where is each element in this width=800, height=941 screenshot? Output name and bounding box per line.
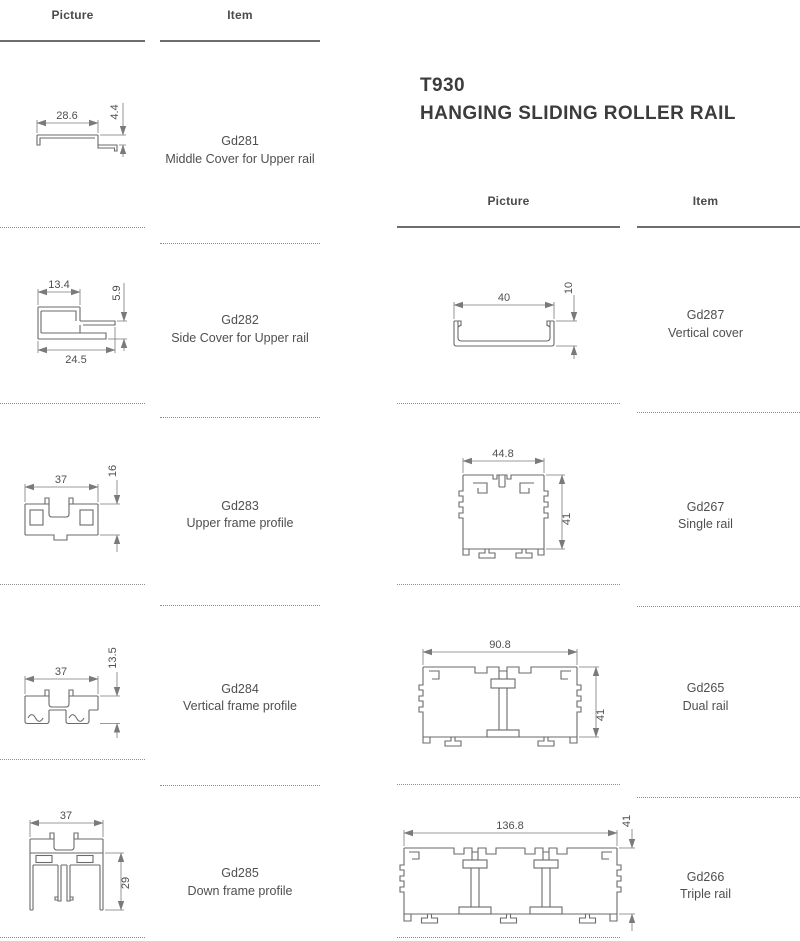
dim-width-label: 37 — [54, 666, 67, 678]
item-code: Gd282 — [221, 313, 259, 328]
dim-width-label: 90.8 — [489, 639, 511, 651]
item-code: Gd265 — [686, 681, 725, 696]
dim-width-label: 37 — [59, 809, 72, 822]
item-cell — [637, 598, 800, 798]
picture-cell — [0, 585, 145, 760]
dim-height-label: 10 — [562, 281, 575, 295]
profile-drawing-gd283 — [9, 452, 129, 552]
picture-cell — [0, 760, 145, 938]
dim-width-label: 44.8 — [492, 448, 514, 460]
dim-width-label: 40 — [497, 292, 510, 304]
right-table-header — [397, 186, 800, 228]
table-row — [0, 42, 320, 228]
profile-drawing-gd281 — [23, 95, 138, 175]
item-cell — [160, 58, 320, 244]
left-header-picture: Picture — [0, 0, 145, 42]
right-table-rows — [397, 228, 800, 938]
left-table — [0, 0, 320, 938]
picture-cell — [0, 404, 145, 585]
picture-cell — [397, 404, 620, 585]
item-cell — [637, 810, 800, 941]
dim-height-label: 41 — [561, 512, 573, 526]
item-code: Gd266 — [686, 869, 725, 884]
picture-cell — [397, 228, 620, 404]
dim-height-label: 5.9 — [111, 284, 123, 301]
picture-cell — [0, 228, 145, 404]
dim-width-label: 136.8 — [496, 819, 524, 832]
table-row — [0, 228, 320, 404]
item-cell — [160, 425, 320, 606]
dim-height-label: 16 — [106, 464, 119, 478]
table-row — [0, 585, 320, 760]
dim-bottom-width-label: 24.5 — [65, 353, 87, 366]
profile-drawing-gd284 — [9, 638, 129, 738]
item-code: Gd287 — [686, 308, 725, 323]
dim-height-label: 41 — [621, 814, 633, 827]
item-desc: Middle Cover for Upper rail — [165, 151, 315, 166]
table-row — [397, 585, 800, 785]
item-desc: Upper frame profile — [186, 516, 294, 530]
item-code: Gd267 — [686, 499, 725, 514]
title-code: T930 — [420, 75, 465, 96]
profile-drawing-gd266 — [392, 813, 637, 938]
table-row — [397, 785, 800, 938]
profile-drawing-gd265 — [403, 637, 608, 752]
profile-drawing-gd285 — [14, 811, 134, 931]
title-name: HANGING SLIDING ROLLER RAIL — [420, 103, 736, 124]
dim-width-label: 37 — [54, 474, 67, 486]
item-desc: Down frame profile — [187, 883, 293, 898]
item-desc: Vertical frame profile — [183, 699, 297, 713]
profile-drawing-gd282 — [18, 273, 133, 373]
left-header-item: Item — [160, 0, 320, 42]
item-cell — [160, 794, 320, 941]
right-header-picture: Picture — [397, 186, 620, 228]
picture-cell — [0, 42, 145, 228]
table-row — [397, 404, 800, 585]
item-cell — [637, 237, 800, 413]
item-desc: Side Cover for Upper rail — [171, 330, 309, 345]
item-code: Gd285 — [221, 866, 259, 881]
table-row — [0, 760, 320, 938]
item-desc: Triple rail — [680, 887, 731, 901]
profile-drawing-gd287 — [434, 279, 584, 364]
item-desc: Single rail — [678, 517, 733, 531]
item-desc: Dual rail — [682, 698, 729, 713]
left-table-header — [0, 0, 320, 42]
dim-height-label: 13.5 — [106, 647, 119, 669]
item-cell — [160, 242, 320, 418]
dim-width-label: 28.6 — [56, 109, 78, 122]
dim-height-label: 29 — [119, 876, 132, 889]
dim-height-label: 41 — [595, 708, 607, 722]
page-title — [420, 72, 736, 128]
item-code: Gd284 — [221, 681, 259, 696]
item-code: Gd283 — [221, 498, 259, 513]
table-row — [397, 228, 800, 404]
picture-cell — [397, 785, 633, 938]
table-row — [0, 404, 320, 585]
profile-drawing-gd267 — [441, 449, 576, 561]
item-code: Gd281 — [221, 134, 259, 149]
dim-height-label: 4.4 — [109, 103, 121, 120]
dim-top-width-label: 13.4 — [48, 278, 70, 291]
picture-cell — [397, 585, 620, 785]
item-desc: Vertical cover — [667, 325, 744, 340]
right-header-item: Item — [637, 186, 800, 228]
item-cell — [160, 611, 320, 786]
item-cell — [637, 426, 800, 607]
